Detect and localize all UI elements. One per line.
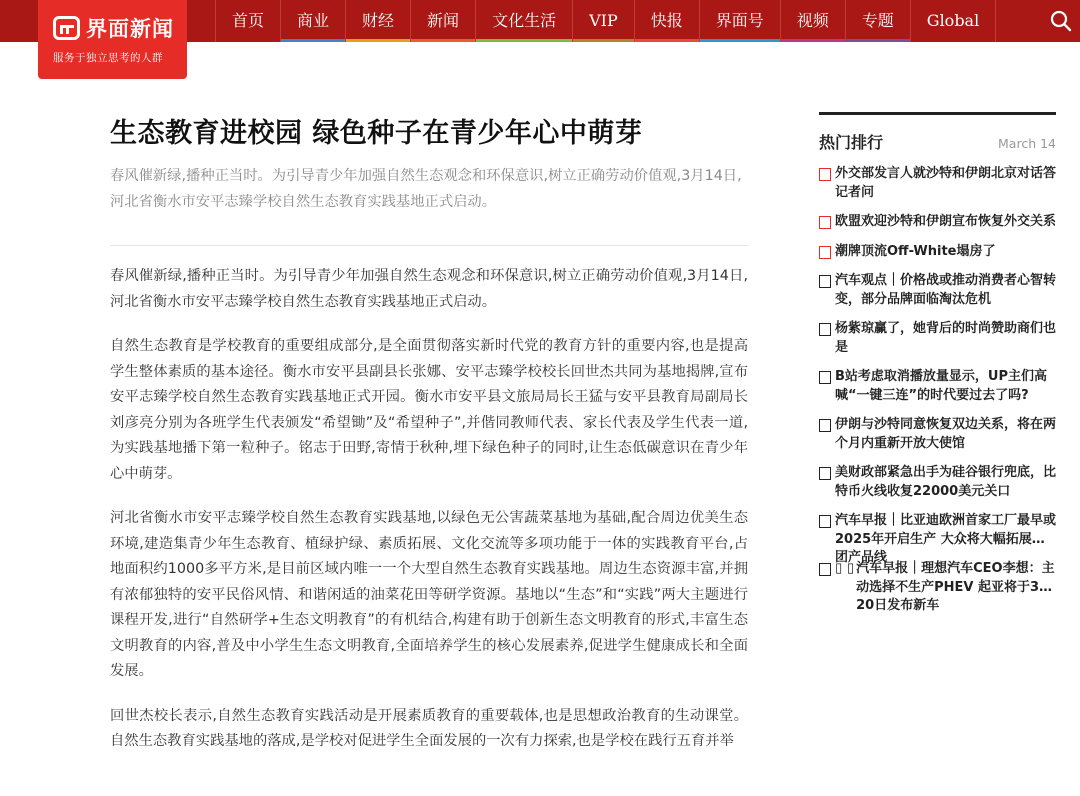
logo-name: 界面新闻: [86, 17, 174, 41]
nav-item-label: 界面号: [715, 11, 764, 30]
nav-item[interactable]: [845, 0, 910, 42]
rank-item[interactable]: [819, 165, 1056, 202]
rank-marker-icon: [819, 467, 831, 480]
rank-item[interactable]: [819, 213, 1056, 232]
nav-item[interactable]: [572, 0, 634, 42]
nav-item-label: 商业: [297, 11, 330, 30]
nav-item-underline: [911, 39, 995, 42]
nav-item-underline: [635, 39, 699, 42]
rank-title: 伊朗与沙特同意恢复双边关系，将在两个月内重新开放大使馆: [835, 417, 1057, 451]
rank-marker-icon: [819, 323, 831, 336]
nav-item-underline: [281, 39, 345, 42]
article-lede: 春风催新绿,播种正当时。为引导青少年加强自然生态观念和环保意识,树立正确劳动价值观,3月14日,河北省衡水市安平志臻学校自然生态教育实践基地正式启动。: [110, 168, 742, 210]
nav-item-label: 文化生活: [492, 11, 557, 30]
rank-item[interactable]: [819, 464, 1056, 501]
rank-marker-icon: [819, 275, 831, 288]
hot-ranking-sidebar: [819, 112, 1057, 613]
sidebar-title: 热门排行: [819, 133, 884, 152]
rank-item[interactable]: [819, 320, 1056, 357]
sidebar-date: March 14: [998, 136, 1056, 151]
rank-title: 外交部发言人就沙特和伊朗北京对话答记者问: [835, 166, 1057, 200]
rank-marker-icon: [819, 563, 831, 576]
rank-title: 欧盟欢迎沙特和伊朗宣布恢复外交关系: [835, 214, 1057, 229]
rank-marker-icon: [819, 216, 831, 229]
nav-item[interactable]: [910, 0, 996, 42]
rank-marker-icon: [819, 168, 831, 181]
nav-item-label: 财经: [362, 11, 395, 30]
rank-title: 汽车早报｜理想汽车CEO李想：主动选择不生产PHEV 起亚将于3月20日发布新车: [856, 561, 1055, 613]
nav-item-underline: [476, 39, 572, 42]
nav-item-underline: [216, 39, 280, 42]
rank-title: 潮牌顶流Off-White塌房了: [835, 243, 996, 259]
nav-item-label: Global: [926, 11, 980, 30]
rank-title: 汽车观点｜价格战或推动消费者心智转变，部分品牌面临淘汰危机: [835, 273, 1057, 307]
rank-item[interactable]: [819, 243, 1056, 262]
nav-item-underline: [700, 39, 780, 42]
site-logo[interactable]: [38, 0, 187, 79]
nav-item[interactable]: [280, 0, 345, 42]
article-body: [110, 264, 748, 755]
nav-item-label: 专题: [861, 11, 894, 30]
article-title: 生态教育进校园 绿色种子在青少年心中萌芽: [110, 118, 643, 149]
logo-mark-icon: [53, 16, 80, 40]
rank-title: 汽车早报｜比亚迪欧洲首家工厂最早或2025年开启生产 大众将大幅拓展集团产品线: [835, 513, 1057, 565]
nav-item[interactable]: [215, 0, 280, 42]
nav-item-label: 快报: [650, 11, 683, 30]
article-paragraph: 回世杰校长表示,自然生态教育实践活动是开展素质教育的重要载体,也是思想政治教育的生动课堂。自然生态教育实践基地的落成,是学校对促进学生全面发展的一次有力探索,也是学校在践行五育并举: [110, 707, 748, 749]
rank-prefix: ▯ ▯: [835, 561, 855, 576]
nav-item[interactable]: [345, 0, 410, 42]
nav-item-underline: [846, 39, 910, 42]
divider: [110, 245, 748, 246]
nav-item[interactable]: [410, 0, 475, 42]
nav-item[interactable]: [634, 0, 699, 42]
rank-marker-icon: [819, 371, 831, 384]
search-icon[interactable]: [1049, 9, 1073, 33]
nav-item[interactable]: [475, 0, 572, 42]
rank-item[interactable]: [819, 368, 1056, 405]
nav-item-label: 视频: [796, 11, 829, 30]
nav-item[interactable]: [780, 0, 845, 42]
article-paragraph: 河北省衡水市安平志臻学校自然生态教育实践基地,以绿色无公害蔬菜基地为基础,配合周边优美生态环境,建造集青少年生态教育、植绿护绿、素质拓展、文化交流等多项功能于一体的实践教育平台,占地面积约1000多平方米,是目前区域内唯一一个大型自然生态教育实践基地。周边生态资源丰富,并拥有浓郁独特的安平民俗风情、和谐闲适的油菜花田等研学资源。基地以“生态”和“实践”两大主题进行课程开发,进行“自然研学+生态文明教育”的有机结合,构建有助于创新生态文明教育的形式,丰富生态文明教育的内容,普及中小学生生态文明教育,全面培养学生的核心发展素养,促进学生健康成长和全面发展。: [110, 510, 748, 679]
rank-title: B站考虑取消播放量显示，UP主们高喊“一键三连”的时代要过去了吗?: [835, 369, 1047, 403]
sidebar-rule: [819, 112, 1056, 115]
nav-item-underline: [573, 39, 634, 42]
ranking-list: [819, 165, 1057, 613]
logo-slogan: 服务于独立思考的人群: [53, 52, 163, 64]
rank-item[interactable]: [819, 512, 1057, 565]
nav-item-label: 新闻: [427, 11, 460, 30]
rank-marker-icon: [819, 246, 831, 259]
nav-item-underline: [346, 39, 410, 42]
sidebar-header: [819, 130, 1056, 153]
nav-item-label: VIP: [589, 11, 618, 30]
rank-marker-icon: [819, 515, 831, 528]
rank-marker-icon: [819, 419, 831, 432]
rank-item[interactable]: [819, 272, 1056, 309]
rank-title: 美财政部紧急出手为硅谷银行兜底，比特币火线收复22000美元关口: [835, 465, 1057, 499]
article: [110, 114, 748, 774]
nav-item-underline: [781, 39, 845, 42]
nav-item[interactable]: [699, 0, 780, 42]
rank-item[interactable]: [819, 416, 1056, 453]
nav-item-underline: [411, 39, 475, 42]
rank-title: 杨紫琼赢了，她背后的时尚赞助商们也是: [835, 321, 1057, 355]
main-nav: [215, 0, 996, 42]
article-paragraph: 春风催新绿,播种正当时。为引导青少年加强自然生态观念和环保意识,树立正确劳动价值观,3月14日,河北省衡水市安平志臻学校自然生态教育实践基地正式启动。: [110, 268, 748, 310]
nav-item-label: 首页: [232, 11, 265, 30]
article-paragraph: 自然生态教育是学校教育的重要组成部分,是全面贯彻落实新时代党的教育方针的重要内容,也是提高学生整体素质的基本途径。衡水市安平县副县长张娜、安平志臻学校校长回世杰共同为基地揭牌,宣布安平志臻学校自然生态教育实践基地正式开园。衡水市安平县文旅局局长王猛与安平县教育局副局长刘彦亮分别为各班学生代表颁发“希望锄”及“希望种子”,并偕同教师代表、家长代表及学生代表一道,为实践基地播下第一粒种子。铭志于田野,寄情于秋种,埋下绿色种子的同时,让生态低碳意识在青少年心中萌芽。: [110, 338, 748, 482]
